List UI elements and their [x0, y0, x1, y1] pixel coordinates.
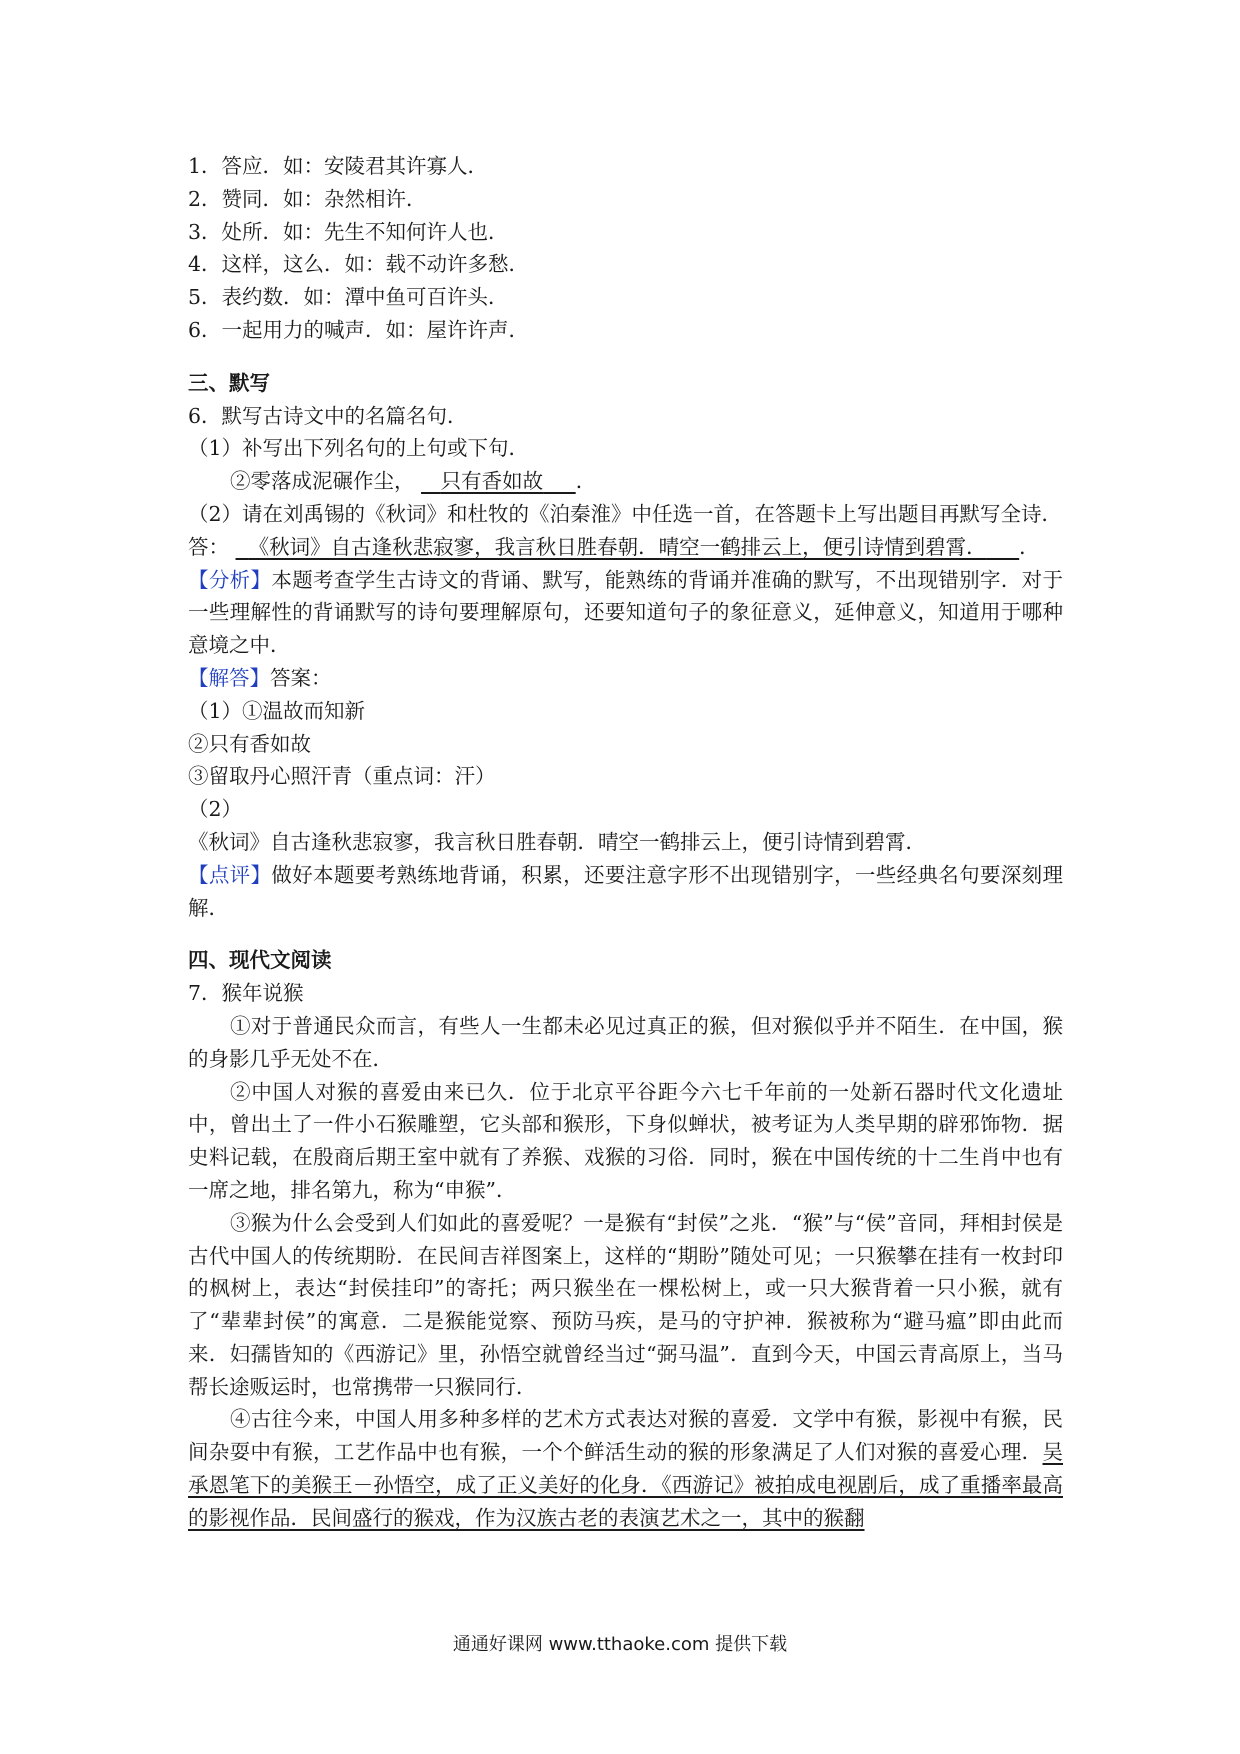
page-footer: 通通好课网 www.tthaoke.com 提供下载 — [452, 1634, 788, 1655]
answer-label: 答： — [188, 534, 229, 559]
fill-blank-answer: 只有香如故 — [440, 469, 544, 494]
sub-question: （1）补写出下列名句的上句或下句． — [188, 436, 530, 461]
solution-line: 《秋词》自古逢秋悲寂寥，我言秋日胜春朝．晴空一鹤排云上，便引诗情到碧霄． — [188, 829, 926, 854]
answer-line: 答： 《秋词》自古逢秋悲寂寥，我言秋日胜春朝．晴空一鹤排云上，便引诗情到碧霄． ． — [188, 531, 1063, 564]
solution-text: 答案： — [270, 665, 332, 690]
paragraph: ③猴为什么会受到人们如此的喜爱呢？一是猴有“封侯”之兆．“猴”与“侯”音同，拜相封侯是古代中国人的传统期盼．在民间吉祥图案上，这样的“期盼”随处可见；一只猴攀在挂有一枚封印的枫树上，表达“封侯挂印”的寄托；两只猴坐在一棵松树上，或一只大猴背着一只小猴，就有了“辈辈封侯”的寓意．二是猴能觉察、预防马疾，是马的守护神．猴被称为“避马瘟”即由此而来．妇孺皆知的《西游记》里，孙悟空就曾经当过“弼马温”．直到今天，中国云青高原上，当马帮长途贩运时，也常携带一只猴同行． — [188, 1210, 1063, 1399]
meaning-item: 3．处所．如：先生不知何许人也． — [188, 219, 509, 244]
analysis-block — [188, 564, 1063, 662]
document-body — [188, 150, 1063, 1535]
section-heading-reading: 四、现代文阅读 — [188, 948, 332, 973]
solution-line: ②只有香如故 — [188, 731, 311, 756]
meaning-item: 4．这样，这么．如：载不动许多愁． — [188, 252, 530, 277]
paragraph: ①对于普通民众而言，有些人一生都未必见过真正的猴，但对猴似乎并不陌生．在中国，猴的身影几乎无处不在． — [188, 1013, 1063, 1071]
meaning-item: 1．答应．如：安陵君其许寡人． — [188, 154, 489, 178]
comment-tag: 【点评】 — [188, 862, 272, 887]
fill-blank-item: ②零落成泥碾作尘， 只有香如故 ． — [188, 465, 1063, 498]
paragraph-underlined-text: 吴承恩笔下的美猴王－孙悟空，成了正义美好的化身．《西游记》被拍成电视剧后，成了重播率最高的影视作品．民间盛行的猴戏，作为汉族古老的表演艺术之一，其中的猴翻 — [188, 1440, 1063, 1530]
paragraph: ②中国人对猴的喜爱由来已久．位于北京平谷距今六七千年前的一处新石器时代文化遗址中，曾出土了一件小石猴雕塑，它头部和猴形，下身似蝉状，被考证为人类早期的辟邪饰物．据史料记载，在殷商后期王室中就有了养猴、戏猴的习俗．同时，猴在中国传统的十二生肖中也有一席之地，排名第九，称为“申猴”． — [188, 1079, 1063, 1202]
question-title: 7．猴年说猴 — [188, 981, 304, 1006]
meaning-item: 5．表约数．如：潭中鱼可百许头． — [188, 285, 509, 310]
meaning-item: 2．赞同．如：杂然相许． — [188, 186, 427, 211]
section-heading-dictation: 三、默写 — [188, 370, 270, 395]
analysis-text: 本题考查学生古诗文的背诵、默写，能熟练的背诵并准确的默写，不出现错别字．对于一些理解性的背诵默写的诗句要理解原句，还要知道句子的象征意义，延伸意义，知道用于哪种意境之中． — [188, 567, 1064, 658]
question-title: 6．默写古诗文中的名篇名句． — [188, 403, 468, 428]
comment-text: 做好本题要考熟练地背诵，积累，还要注意字形不出现错别字，一些经典名句要深刻理解． — [188, 862, 1064, 920]
meaning-item: 6．一起用力的喊声．如：屋许许声． — [188, 317, 530, 342]
solution-block — [188, 662, 1063, 695]
sub-question: （2）请在刘禹锡的《秋词》和杜牧的《泊秦淮》中任选一首，在答题卡上写出题目再默写全诗． — [188, 501, 1063, 526]
solution-tag: 【解答】 — [188, 665, 270, 690]
comment-block — [188, 859, 1063, 925]
solution-line: （1）①温故而知新 — [188, 698, 366, 723]
analysis-tag: 【分析】 — [188, 567, 272, 592]
answer-text: 《秋词》自古逢秋悲寂寥，我言秋日胜春朝．晴空一鹤排云上，便引诗情到碧霄． — [248, 534, 987, 559]
fill-blank-prefix: ②零落成泥碾作尘， — [230, 469, 415, 494]
paragraph — [188, 1403, 1063, 1534]
solution-line: ③留取丹心照汗青（重点词：汗） — [188, 764, 496, 789]
paragraph-text: ④古往今来，中国人用多种多样的艺术方式表达对猴的喜爱．文学中有猴，影视中有猴，民间杂耍中有猴，工艺作品中也有猴，一个个鲜活生动的猴的形象满足了人们对猴的喜爱心理． — [188, 1407, 1063, 1465]
meanings-list — [188, 150, 1063, 347]
solution-line: （2） — [188, 797, 243, 822]
